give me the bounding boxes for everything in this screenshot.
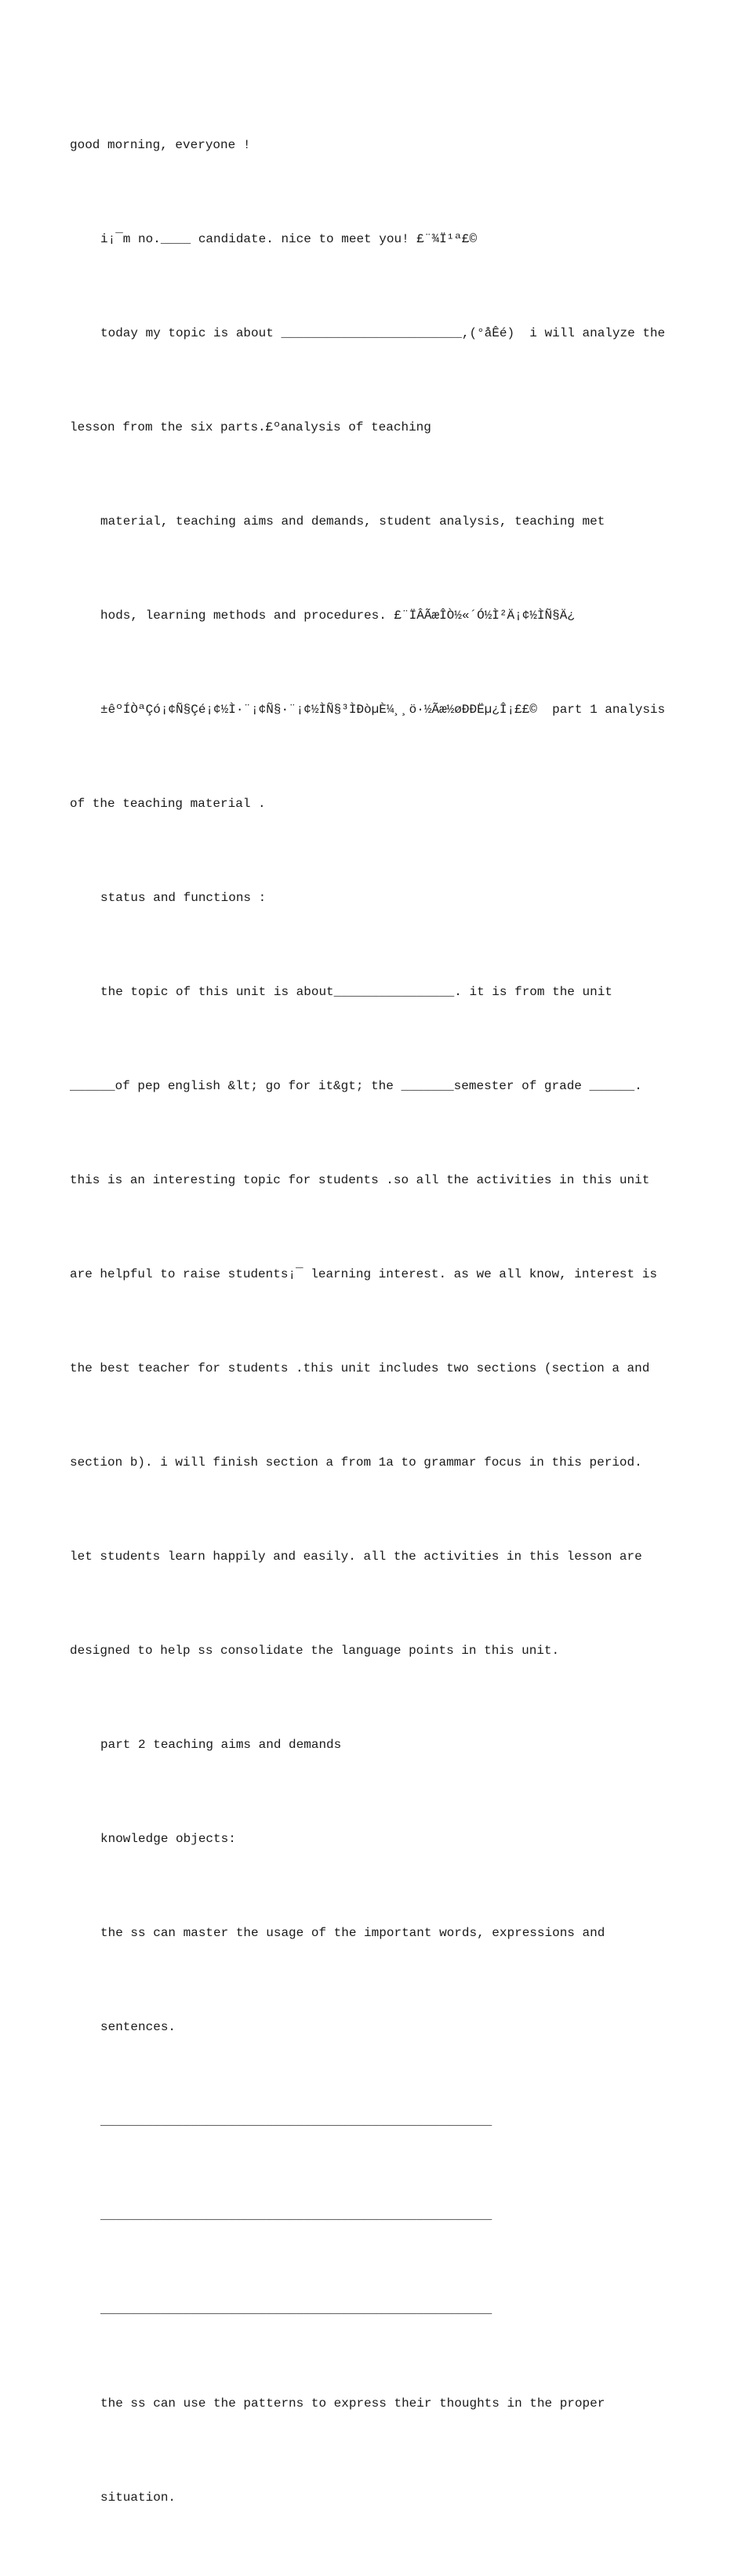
greeting-line: good morning, everyone ! <box>70 138 251 152</box>
status-functions-heading: status and functions : <box>100 891 267 905</box>
part-1-heading-line: ±êºÍÒªÇó¡¢Ñ§Çé¡¢½Ì·¨¡¢Ñ§·¨¡¢½ÌÑ§³ÌÐòµÈ¼¸¸ö·½Ãæ½øÐÐËµ¿Î¡££© part 1 analysis <box>100 703 666 717</box>
topic-line-continued: lesson from the six parts.£ºanalysis of teaching <box>70 420 431 434</box>
patterns-objective-line-2: situation. <box>100 2491 176 2505</box>
paragraph-line-4: are helpful to raise students¡¯ learning interest. as we all know, interest is <box>70 1267 657 1281</box>
paragraph-line-7: let students learn happily and easily. all the activities in this lesson are <box>70 1550 642 1564</box>
paragraph-line-6: section b). i will finish section a from 1a to grammar focus in this period. <box>70 1455 642 1470</box>
paragraph-line-2: ______of pep english &lt; go for it&gt; the _______semester of grade ______. <box>70 1079 642 1093</box>
blank-fill-line: ____________________________________________________ <box>100 2114 492 2128</box>
topic-line: today my topic is about ________________________,(°åÊé) i will analyze the <box>100 326 666 340</box>
document-body <box>70 67 689 2576</box>
paragraph-line-8: designed to help ss consolidate the language points in this unit. <box>70 1644 560 1658</box>
paragraph-line-3: this is an interesting topic for students .so all the activities in this unit <box>70 1173 650 1187</box>
patterns-objective-line-1: the ss can use the patterns to express their thoughts in the proper <box>100 2396 605 2411</box>
blank-fill-line: ____________________________________________________ <box>100 2208 492 2222</box>
blank-fill-line: ____________________________________________________ <box>100 2302 492 2316</box>
six-parts-line-2: hods, learning methods and procedures. £¨ÏÂÃæÎÒ½«´Ó½Ì²Ä¡¢½ÌÑ§Ä¿ <box>100 609 575 623</box>
part-2-heading: part 2 teaching aims and demands <box>100 1738 342 1752</box>
knowledge-objective-line-1: the ss can master the usage of the important words, expressions and <box>100 1926 605 1940</box>
six-parts-line-1: material, teaching aims and demands, student analysis, teaching met <box>100 514 605 529</box>
paragraph-line-1: the topic of this unit is about________________. it is from the unit <box>100 985 612 999</box>
candidate-intro-line: i¡¯m no.____ candidate. nice to meet you! £¨¾Ï¹ª£© <box>100 232 478 246</box>
paragraph-line-5: the best teacher for students .this unit includes two sections (section a and <box>70 1361 650 1375</box>
knowledge-objective-line-2: sentences. <box>100 2020 176 2034</box>
part-1-heading-continued: of the teaching material . <box>70 797 266 811</box>
knowledge-objects-heading: knowledge objects: <box>100 1832 236 1846</box>
